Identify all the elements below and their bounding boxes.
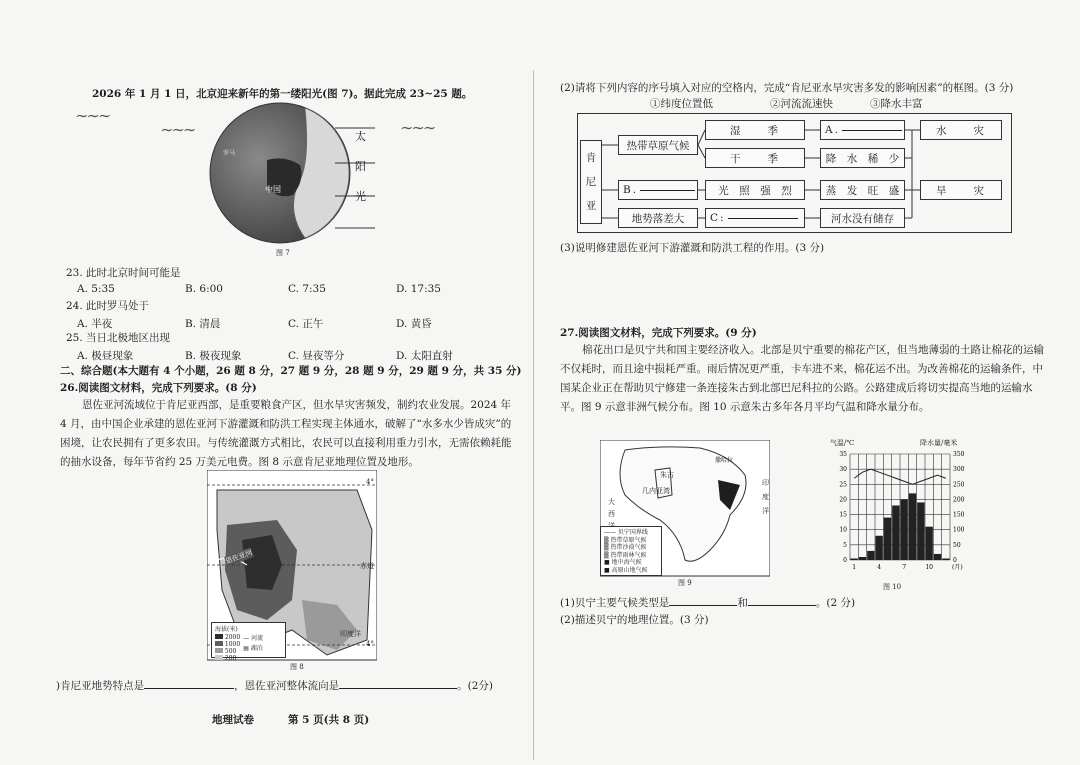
map-label-atlantic-2: 西	[608, 510, 615, 518]
q24-option-a: A. 半夜	[77, 318, 113, 330]
q27-1-mid: 和	[737, 597, 748, 609]
y-tick-left: 30	[839, 466, 847, 474]
fig10-ylabel-left: 气温/℃	[830, 439, 855, 447]
x-tick: 7	[902, 564, 907, 571]
q23-stem: 23. 此时北京时间可能是	[66, 267, 181, 279]
q25-option-a: A. 极昼现象	[77, 350, 134, 362]
precip-bar	[851, 558, 858, 560]
figure-8-caption: 图 8	[290, 663, 304, 671]
scribble-left: ∼∼∼	[75, 106, 110, 125]
lat-north-label: 4°	[366, 478, 374, 486]
q26-1-mid: ，恩佐亚河整体流向是	[234, 680, 340, 692]
y-tick-left: 35	[839, 451, 847, 458]
legend-highland: ■ 高原山地气候	[604, 566, 648, 574]
flow-root-kenya	[580, 140, 602, 224]
x-tick: 4	[877, 564, 882, 571]
legend-item-200: 200	[224, 655, 237, 662]
q26-1-blank-flow[interactable]	[339, 688, 457, 689]
flow-box-terrain: 地势落差大	[618, 208, 698, 228]
y-tick-left: 10	[839, 526, 847, 534]
x-unit: (月)	[952, 564, 963, 571]
flow-a-label: A.	[825, 124, 840, 136]
map-label-atlantic-1: 大	[608, 498, 615, 506]
option-1: ①纬度位置低	[650, 98, 713, 110]
legend-border: —— 贝宁国界线	[604, 529, 648, 536]
precip-bar	[867, 551, 874, 560]
figure-7-globe	[205, 100, 430, 250]
sunlight-label-1: 太	[355, 130, 366, 143]
footer-subject: 地理试卷	[212, 714, 254, 726]
figure-7-caption: 图 7	[276, 249, 290, 257]
root-char-3: 亚	[585, 200, 597, 212]
lat-south-label: 4°	[366, 640, 374, 648]
y-tick-right: 50	[953, 541, 961, 549]
precip-bar	[901, 499, 908, 560]
q24-option-b: B. 清晨	[185, 318, 221, 330]
y-tick-right: 0	[953, 557, 957, 564]
precip-bar	[909, 493, 916, 560]
flow-c-label: C:	[710, 212, 726, 224]
flow-box-evap: 蒸 发 旺 盛	[820, 180, 905, 200]
option-2: ②河流流速快	[770, 98, 833, 110]
q27-1-suffix: 。(2 分)	[815, 597, 856, 609]
q27-1-blank-1[interactable]	[669, 605, 737, 606]
y-tick-right: 100	[953, 526, 965, 534]
legend-savanna: ▒ 热带草原气候	[604, 536, 647, 544]
q26-2-stem: (2)请将下列内容的序号填入对应的空格内，完成“肯尼亚水旱灾害多发的影响因素”的框图。(3 分)	[560, 82, 1014, 94]
precip-bar	[892, 505, 899, 560]
precip-bar	[876, 536, 883, 560]
flow-box-drought: 旱 灾	[920, 180, 1002, 200]
flow-b-label: B.	[623, 184, 639, 196]
y-tick-left: 5	[843, 541, 847, 549]
option-3: ③降水丰富	[870, 98, 923, 110]
y-tick-left: 15	[839, 511, 847, 519]
page-divider	[533, 70, 534, 760]
q25-option-d: D. 太阳直射	[396, 350, 453, 362]
q24-option-d: D. 黄昏	[396, 318, 432, 330]
q26-1-prefix: )肯尼亚地势特点是	[56, 680, 145, 692]
y-tick-right: 300	[953, 466, 965, 474]
flow-box-storage: 河水没有储存	[820, 208, 905, 228]
q25-stem: 25. 当日北极地区出现	[66, 332, 171, 344]
scribble-mid: ∼∼∼	[160, 120, 195, 139]
q26-1-line	[56, 678, 493, 693]
map-label-sahara: 撒哈拉	[715, 457, 734, 464]
q23-option-d: D. 17:35	[396, 283, 441, 295]
root-char-1: 肯	[585, 152, 597, 164]
legend-river: 河流	[251, 635, 264, 642]
q26-1-blank-terrain[interactable]	[144, 688, 234, 689]
intro-text: 2026 年 1 月 1 日，北京迎来新年的第一缕阳光(图 7)。据此完成 23~25 题。	[92, 88, 473, 100]
section-2-heading: 二、综合题(本大题有 4 个小题，26 题 8 分，27 题 9 分，28 题 9 分，29 题 9 分，共 35 分)	[60, 365, 522, 377]
flow-box-climate: 热带草原气候	[618, 135, 698, 155]
y-tick-right: 250	[953, 481, 965, 489]
legend-dam: 湖泊	[250, 645, 263, 652]
precip-bar	[917, 502, 924, 560]
q23-option-a: A. 5:35	[77, 283, 115, 295]
legend-item-500: 500	[224, 648, 237, 655]
map-label-indian-2: 度	[762, 493, 769, 501]
y-tick-left: 0	[843, 557, 847, 564]
figure-10-chart	[830, 448, 970, 573]
ocean-label: 印度洋	[340, 630, 361, 638]
scribble-right: ∼∼∼	[400, 118, 435, 137]
footer-page: 第 5 页(共 8 页)	[288, 714, 370, 726]
map-label-indian-1: 印	[762, 479, 769, 487]
map-label-town: 朱古	[660, 471, 674, 479]
fig10-ylabel-right: 降水量/毫米	[920, 439, 958, 447]
flow-box-reduce: 降 水 稀 少	[820, 148, 905, 168]
q27-1-blank-2[interactable]	[748, 605, 816, 606]
legend-item-1000: 1000	[224, 641, 241, 648]
q26-1-suffix: 。(2分)	[457, 680, 493, 692]
legend-desert: ▒ 热带沙漠气候	[604, 544, 647, 551]
q24-stem: 24. 此时罗马处于	[66, 300, 150, 312]
q24-option-c: C. 正午	[288, 318, 324, 330]
right-page	[540, 0, 1080, 765]
globe-label-rome: 罗马	[223, 150, 236, 157]
q25-option-c: C. 昼夜等分	[288, 350, 345, 362]
y-tick-left: 20	[839, 496, 847, 504]
figure-9-legend	[600, 526, 662, 576]
legend-mediterranean: ■ 地中海气候	[604, 559, 642, 566]
x-tick: 10	[925, 564, 933, 571]
flow-box-wet: 湿 季	[705, 120, 805, 140]
y-tick-right: 350	[953, 451, 965, 458]
y-tick-right: 200	[953, 496, 965, 504]
map-label-indian-3: 洋	[762, 507, 769, 515]
legend-item-2000: 2000	[224, 634, 241, 641]
x-tick: 1	[852, 564, 857, 571]
q27-2-stem: (2)描述贝宁的地理位置。(3 分)	[560, 614, 709, 626]
figure-10-caption: 图 10	[883, 583, 902, 591]
precip-bar	[934, 554, 941, 560]
y-tick-right: 150	[953, 511, 965, 519]
map-label-gulf: 几内亚湾	[642, 487, 670, 495]
q27-1-line	[560, 595, 855, 610]
globe-label-china: 中国	[265, 185, 281, 194]
q26-heading: 26.阅读图文材料，完成下列要求。(8 分)	[60, 382, 257, 394]
sunlight-label-2: 阳	[355, 160, 366, 173]
y-tick-left: 25	[839, 481, 847, 489]
sunlight-label-3: 光	[355, 190, 366, 203]
river-label: 恩佐亚河	[224, 548, 254, 566]
q27-paragraph: 棉花出口是贝宁共和国主要经济收入。北部是贝宁重要的棉花产区，但当地薄弱的土路让棉花的运输不仅耗时，而且途中损耗严重。雨后情况更严重，卡车进不来，棉花运不出。为改善棉花的运输条件，中国某企业正在帮助贝宁修建一条连接朱古到北部巴尼科拉的公路。公路建成后将切实提高当地的运输水平。图 9 示意非洲气候分布。图 10 示意朱古多年各月平均气温和降水量分布。	[560, 344, 1044, 413]
q26-paragraph: 恩佐亚河流域位于肯尼亚西部，是重要粮食产区，但水旱灾害频发，制约农业发展。2024 年 4 月，由中国企业承建的恩佐亚河下游灌溉和防洪工程实现主体通水，破解了“水多水少皆成灾”的困境，让农民拥有了更多农田。与传统灌溉方式相比，农民可以直接利用重力引水，无需依赖耗能的抽水设备，每年节省约 25 万美元电费。图 8 示意肯尼亚地理位置及地形。	[60, 399, 512, 468]
legend-rainforest: ▒ 热带雨林气候	[604, 551, 647, 559]
q23-option-c: C. 7:35	[288, 283, 326, 295]
equator-label: 赤道	[360, 562, 374, 570]
q27-heading: 27.阅读图文材料，完成下列要求。(9 分)	[560, 327, 757, 339]
q26-3-stem: (3)说明修建恩佐亚河下游灌溉和防洪工程的作用。(3 分)	[560, 242, 825, 254]
flow-box-flood: 水 灾	[920, 120, 1002, 140]
flow-box-dry: 干 季	[705, 148, 805, 168]
figure-9-caption: 图 9	[678, 579, 692, 587]
flowchart-arrows	[600, 115, 1010, 233]
precip-bar	[859, 557, 866, 560]
q25-option-b: B. 极夜现象	[185, 350, 242, 362]
flow-box-light: 光 照 强 烈	[705, 180, 805, 200]
q27-1-prefix: (1)贝宁主要气候类型是	[560, 597, 670, 609]
precip-bar	[884, 518, 891, 560]
legend-title: 海拔(米)	[215, 626, 238, 633]
q23-option-b: B. 6:00	[185, 283, 223, 295]
precip-bar	[942, 558, 949, 560]
precip-bar	[926, 527, 933, 560]
root-char-2: 尼	[585, 176, 597, 188]
figure-8-legend: 海拔(米) 2000 1000 500 200 — 河流 ▤ 湖泊	[211, 622, 286, 658]
